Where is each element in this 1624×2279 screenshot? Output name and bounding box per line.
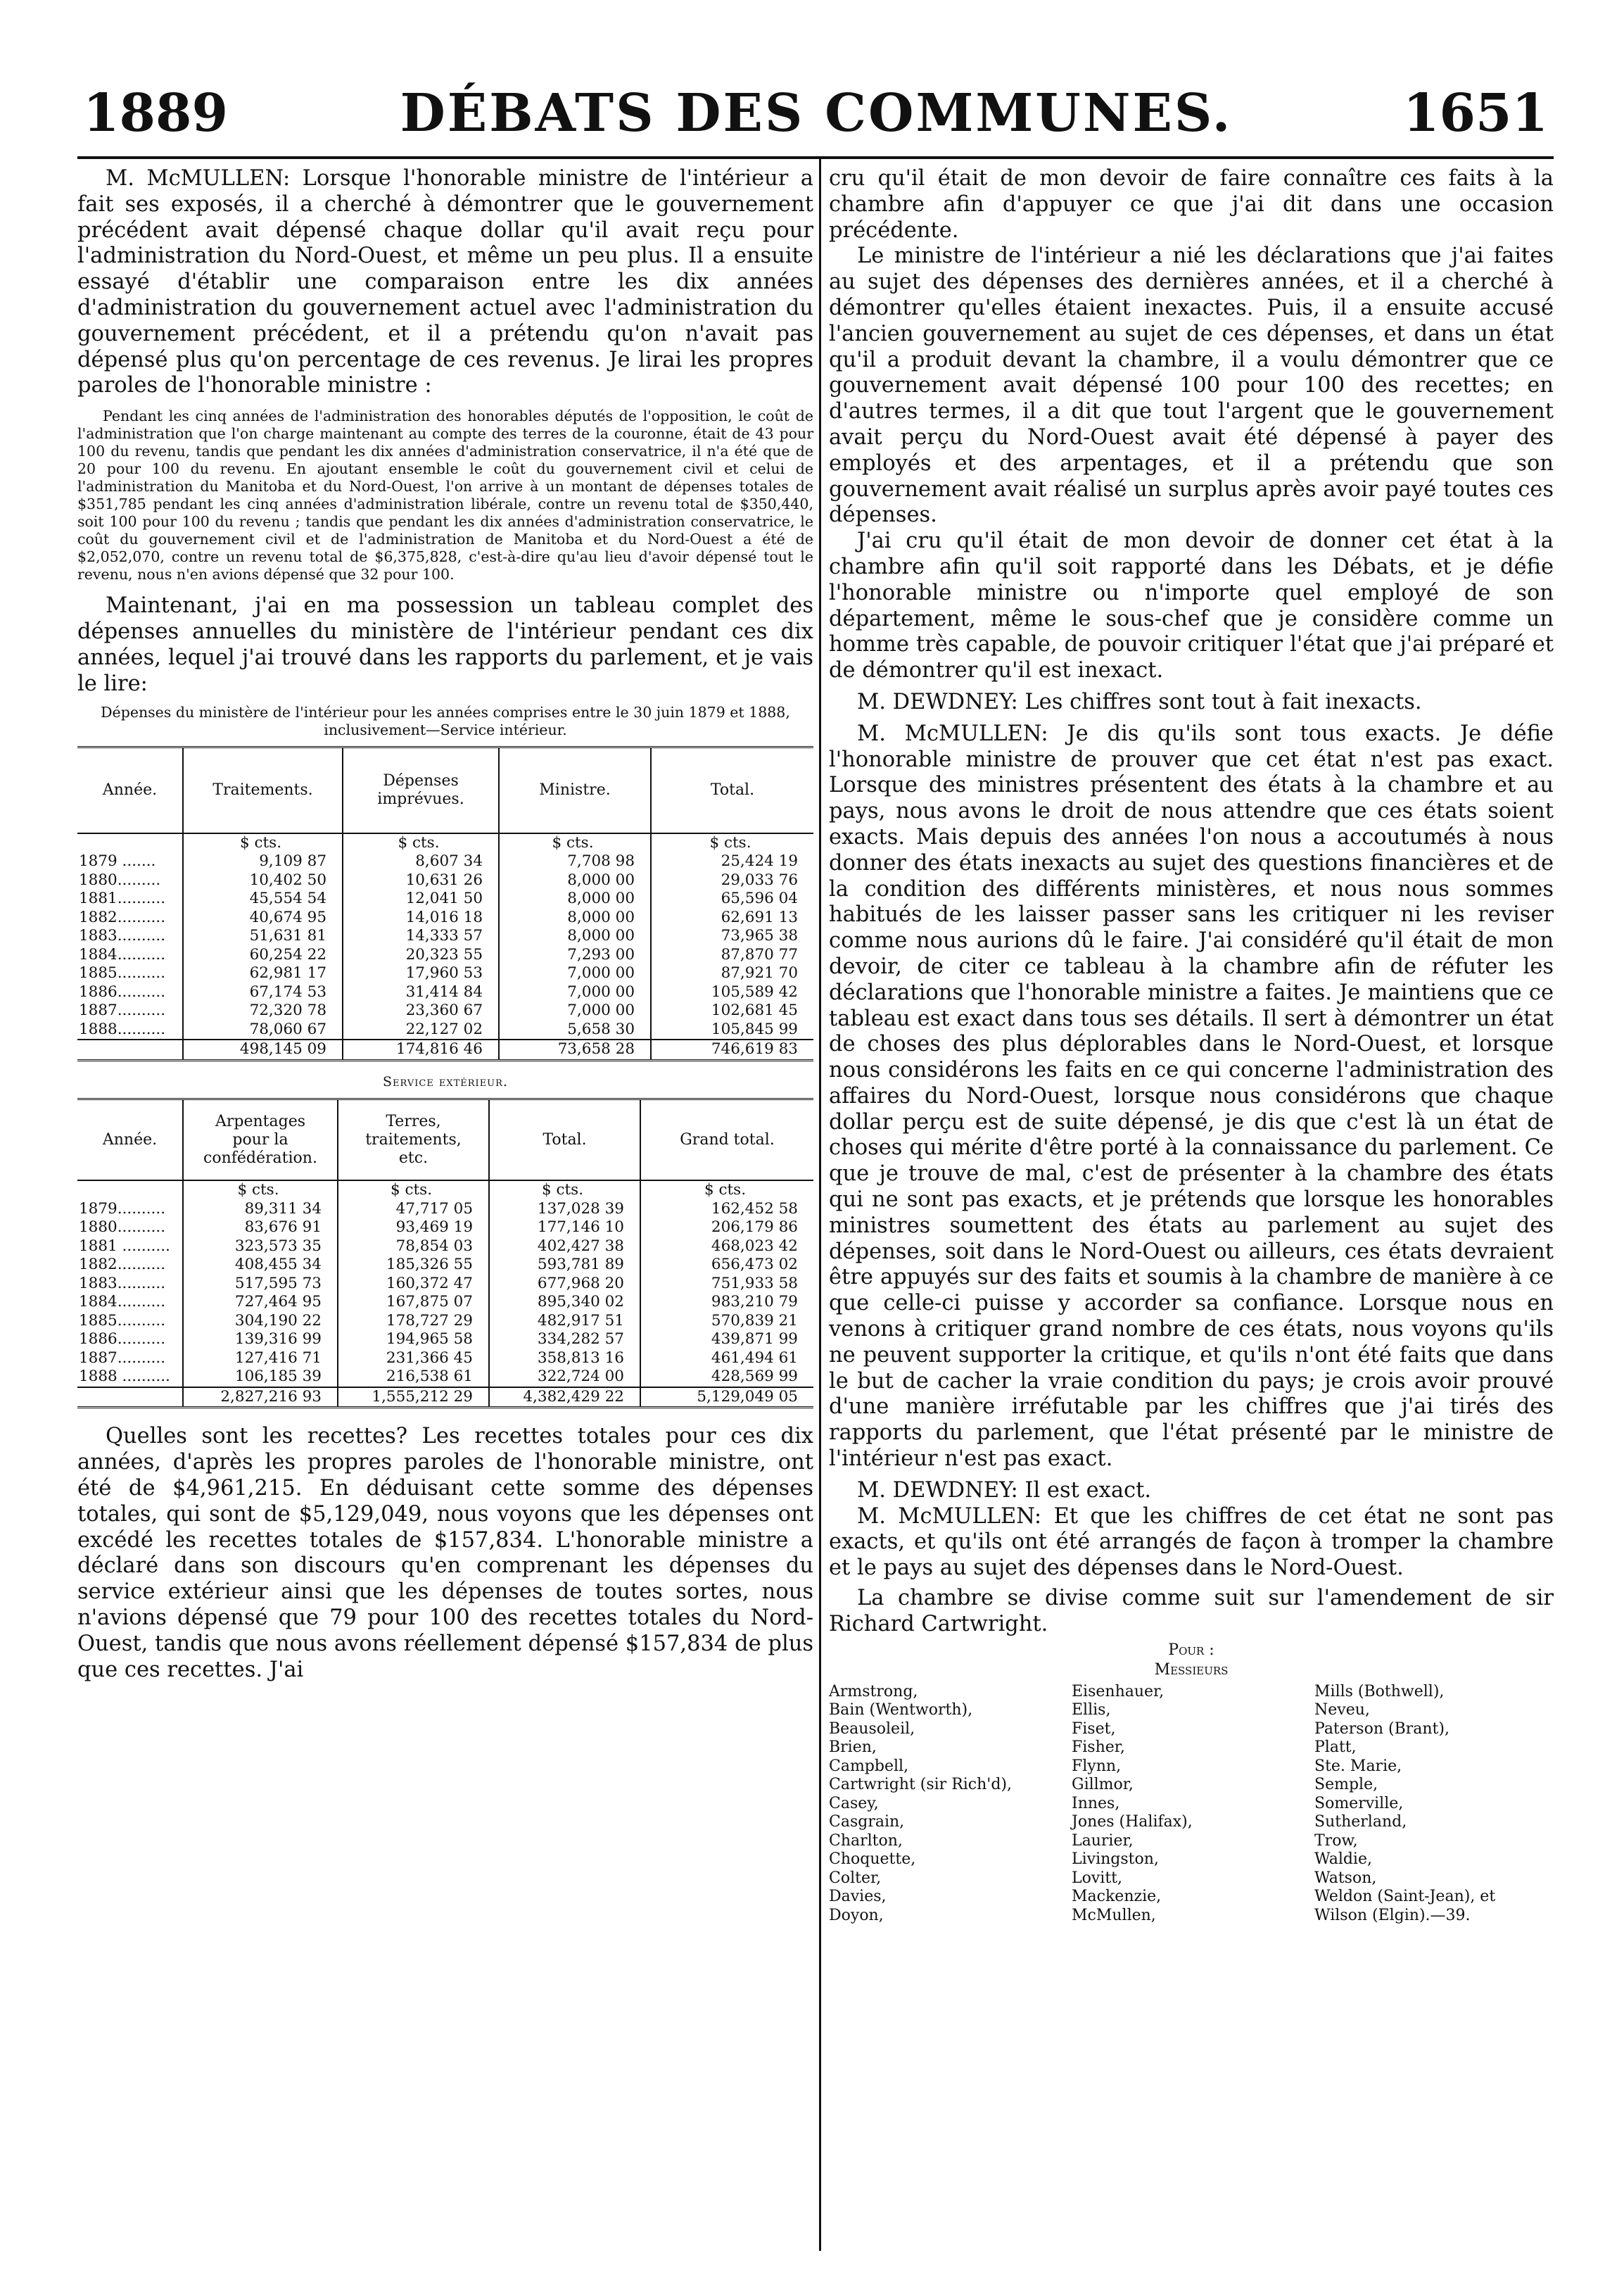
table-row xyxy=(77,1330,813,1349)
amount-cell: 14,016 18 xyxy=(343,909,499,928)
amount-cell: 5,658 30 xyxy=(499,1021,651,1040)
header-rule xyxy=(77,156,1554,159)
year-cell: 1880......... xyxy=(79,871,161,889)
amount-cell: 29,033 76 xyxy=(651,871,813,890)
amount-cell: 83,676 91 xyxy=(183,1218,338,1237)
year-cell: 1886.......... xyxy=(79,1330,166,1349)
amount-cell: 468,023 42 xyxy=(640,1237,813,1256)
amount-cell: 656,473 02 xyxy=(640,1256,813,1275)
member-name: Laurier, xyxy=(1072,1831,1134,1850)
member-name: Colter, xyxy=(829,1869,882,1887)
table-row xyxy=(77,1218,813,1237)
amount-cell: 139,316 99 xyxy=(183,1330,338,1349)
table-row xyxy=(77,964,813,983)
amount-cell: 23,360 67 xyxy=(343,1002,499,1021)
member-name: Weldon (Saint-Jean), et xyxy=(1314,1888,1496,1906)
member-name: McMullen, xyxy=(1072,1906,1156,1924)
table-total-row xyxy=(77,1040,813,1060)
member-name: Ste. Marie, xyxy=(1314,1757,1402,1775)
member-name: Waldie, xyxy=(1314,1850,1372,1869)
member-name: Brien, xyxy=(829,1738,877,1757)
amount-cell: 10,631 26 xyxy=(343,871,499,890)
unit-label: $ cts. xyxy=(183,1180,338,1200)
table-total-row xyxy=(77,1387,813,1408)
amount-cell: 8,000 00 xyxy=(499,871,651,890)
amount-cell: 7,293 00 xyxy=(499,946,651,965)
unit-label: $ cts. xyxy=(651,833,813,853)
amount-cell: 358,813 16 xyxy=(489,1349,640,1368)
amount-cell: 231,366 45 xyxy=(338,1349,489,1368)
table-row xyxy=(77,1200,813,1219)
member-name: Charlton, xyxy=(829,1831,903,1850)
amount-cell: 304,190 22 xyxy=(183,1312,338,1331)
speech-continuation: cru qu'il était de mon devoir de faire connaître ces faits à la chambre afin d'appuyer ce que j'ai dit dans une occasion précédente. xyxy=(829,166,1554,243)
amount-cell: 593,781 89 xyxy=(489,1256,640,1275)
amount-cell: 89,311 34 xyxy=(183,1200,338,1219)
amount-cell: 194,965 58 xyxy=(338,1330,489,1349)
header-page-number: 1651 xyxy=(1403,83,1548,144)
amount-cell: 677,968 20 xyxy=(489,1275,640,1294)
amount-cell: 402,427 38 xyxy=(489,1237,640,1256)
page-header xyxy=(77,70,1555,148)
amount-cell: 45,554 54 xyxy=(183,890,343,909)
left-column xyxy=(77,166,813,1683)
total-cell: 1,555,212 29 xyxy=(338,1387,489,1408)
speech-paragraph: Le ministre de l'intérieur a nié les déclarations que j'ai faites au sujet des dépenses des dernières années, et il a cherché à démontrer qu'elles étaient inexactes. Puis, il a ensuite accusé l'ancien gouvernement au sujet de ces dépenses, et dans un état qu'il a produit devant la chambre, il a voulu démontrer que ce gouvernement avait dépensé 100 pour 100 des recettes; en d'autres termes, il a dit que tout l'argent que le gouvernement avait perçu du Nord-Ouest avait été dépensé à payer des employés et des arpentages, et il a prétendu que son gouvernement avait réalisé un surplus après avoir payé toutes ces dépenses. xyxy=(829,244,1554,528)
member-name: Wilson (Elgin).—39. xyxy=(1314,1906,1471,1924)
member-name: Jones (Halifax), xyxy=(1072,1813,1193,1831)
amount-cell: 127,416 71 xyxy=(183,1349,338,1368)
amount-cell: 87,870 77 xyxy=(651,946,813,965)
table-row xyxy=(77,890,813,909)
amount-cell: 206,179 86 xyxy=(640,1218,813,1237)
year-cell: 1882.......... xyxy=(79,908,166,926)
member-name: Mills (Bothwell), xyxy=(1314,1682,1445,1700)
amount-cell: 162,452 58 xyxy=(640,1200,813,1219)
table-row xyxy=(77,1293,813,1312)
member-name: Fiset, xyxy=(1072,1719,1116,1738)
amount-cell: 17,960 53 xyxy=(343,964,499,983)
column-header: Terres, traitements, etc. xyxy=(338,1099,489,1180)
header-year: 1889 xyxy=(83,83,228,144)
year-cell: 1885.......... xyxy=(79,964,166,983)
total-cell: 498,145 09 xyxy=(183,1040,343,1060)
table-body xyxy=(77,1200,813,1387)
table-row xyxy=(77,1021,813,1040)
table-row xyxy=(77,1275,813,1294)
member-name: Innes, xyxy=(1072,1794,1120,1812)
year-cell: 1887.......... xyxy=(79,1349,166,1367)
column-header: Traitements. xyxy=(183,747,343,833)
amount-cell: 727,464 95 xyxy=(183,1293,338,1312)
year-cell: 1888 .......... xyxy=(79,1368,170,1386)
amount-cell: 10,402 50 xyxy=(183,871,343,890)
amount-cell: 65,596 04 xyxy=(651,890,813,909)
table-row xyxy=(77,1349,813,1368)
amount-cell: 482,917 51 xyxy=(489,1312,640,1331)
amount-cell: 7,708 98 xyxy=(499,852,651,871)
amount-cell: 106,185 39 xyxy=(183,1368,338,1387)
amount-cell: 62,981 17 xyxy=(183,964,343,983)
member-name: Sutherland, xyxy=(1314,1813,1407,1831)
year-cell: 1882.......... xyxy=(79,1256,166,1274)
member-name: Trow, xyxy=(1314,1831,1358,1850)
member-name: Flynn, xyxy=(1072,1757,1122,1775)
member-name: Beausoleil, xyxy=(829,1719,915,1738)
member-name: Platt, xyxy=(1314,1738,1357,1757)
amount-cell: 40,674 95 xyxy=(183,909,343,928)
member-name: Ellis, xyxy=(1072,1701,1111,1719)
amount-cell: 105,589 42 xyxy=(651,983,813,1002)
total-cell: 746,619 83 xyxy=(651,1040,813,1060)
amount-cell: 105,845 99 xyxy=(651,1021,813,1040)
quoted-minister-statement: Pendant les cinq années de l'administration des honorables députés de l'opposition, le coût de l'administration que l'on charge maintenant au compte des terres de la couronne, était de 43 pour 100 du revenu, tandis que pendant les dix années d'administration conservatrice, il n'a été que de 20 pour 100 du revenu. En ajoutant ensemble le coût du gouvernement civil et celui de l'administration du Manitoba et du Nord-Ouest, l'on arrive à un montant de dépenses totales de $351,785 pendant les cinq années d'administration libérale, contre un revenu total de $350,440, soit 100 pour 100 du revenu ; tandis que pendant les dix années d'administration conservatrice, le coût du gouvernement civil et de l'administration de Manitoba et du Nord-Ouest a été de $2,052,070, contre un revenu total de $6,375,828, c'est-à-dire qu'au lieu d'avoir dépensé tout le revenu, nous n'en avions dépensé que 32 pour 100. xyxy=(77,408,813,583)
amount-cell: 8,000 00 xyxy=(499,909,651,928)
amount-cell: 102,681 45 xyxy=(651,1002,813,1021)
amount-cell: 67,174 53 xyxy=(183,983,343,1002)
table-service-interieur xyxy=(77,746,813,1061)
amount-cell: 14,333 57 xyxy=(343,927,499,946)
member-name: Davies, xyxy=(829,1888,887,1906)
amount-cell: 7,000 00 xyxy=(499,964,651,983)
amount-cell: 983,210 79 xyxy=(640,1293,813,1312)
unit-label: $ cts. xyxy=(640,1180,813,1200)
amount-cell: 461,494 61 xyxy=(640,1349,813,1368)
column-header: Total. xyxy=(489,1099,640,1180)
column-divider xyxy=(819,159,821,2251)
column-header: Dépenses imprévues. xyxy=(343,747,499,833)
table-subcaption: Service extérieur. xyxy=(383,1073,508,1090)
interjection-dewdney: M. DEWDNEY: Il est exact. xyxy=(857,1477,1152,1503)
amount-cell: 51,631 81 xyxy=(183,927,343,946)
amount-cell: 78,060 67 xyxy=(183,1021,343,1040)
column-header: Arpentages pour la confédération. xyxy=(183,1099,338,1180)
amount-cell: 160,372 47 xyxy=(338,1275,489,1294)
speech-mcmullen-1: M. McMULLEN: Lorsque l'honorable ministre de l'intérieur a fait ses exposés, il a cherché à démontrer que le gouvernement précédent avait dépensé chaque dollar qu'il avait reçu pour l'administration du Nord-Ouest, et même un peu plus. Il a ensuite essayé d'établir une comparaison entre les dix années d'administration du gouvernement actuel avec l'administration du gouvernement précédent, et il a prétendu qu'on n'avait pas dépensé plus qu'on percentage de ces revenus. Je lirai les propres paroles de l'honorable ministre : xyxy=(77,166,813,398)
amount-cell: 517,595 73 xyxy=(183,1275,338,1294)
speech-mcmullen-3: Quelles sont les recettes? Les recettes totales pour ces dix années, d'après les propres paroles de l'honorable ministre, ont été de $4,961,215. En déduisant cette somme des dépenses totales, qui sont de $5,129,049, nous voyons que les dépenses ont excédé les recettes totales de $157,834. L'honorable ministre a déclaré dans son discours qu'en comprenant les dépenses du service extérieur ainsi que les dépenses de toutes sortes, nous n'avions dépensé que 79 pour 100 des recettes totales du Nord-Ouest, tandis que nous avons réellement dépensé $157,834 de plus que ces recettes. J'ai xyxy=(77,1424,813,1682)
total-cell: 5,129,049 05 xyxy=(640,1387,813,1408)
amount-cell: 72,320 78 xyxy=(183,1002,343,1021)
column-header: Année. xyxy=(77,1099,183,1180)
vote-subheading: Messieurs xyxy=(1154,1660,1229,1679)
year-cell: 1888.......... xyxy=(79,1020,166,1038)
amount-cell: 62,691 13 xyxy=(651,909,813,928)
member-name: Campbell, xyxy=(829,1757,909,1775)
amount-cell: 439,871 99 xyxy=(640,1330,813,1349)
year-cell: 1879 ....... xyxy=(79,852,156,871)
table-body xyxy=(77,852,813,1040)
table-row xyxy=(77,909,813,928)
table-row xyxy=(77,946,813,965)
total-cell: 2,827,216 93 xyxy=(183,1387,338,1408)
unit-label: $ cts. xyxy=(338,1180,489,1200)
year-cell: 1880.......... xyxy=(79,1218,166,1237)
year-cell: 1884.......... xyxy=(79,945,166,964)
table-row xyxy=(77,1368,813,1387)
table-row xyxy=(77,1237,813,1256)
amount-cell: 216,538 61 xyxy=(338,1368,489,1387)
amount-cell: 93,469 19 xyxy=(338,1218,489,1237)
member-name: Eisenhauer, xyxy=(1072,1682,1165,1700)
member-name: Casey, xyxy=(829,1794,879,1812)
unit-label: $ cts. xyxy=(499,833,651,853)
right-column xyxy=(829,166,1554,1925)
year-cell: 1885.......... xyxy=(79,1311,166,1330)
amount-cell: 22,127 02 xyxy=(343,1021,499,1040)
amount-cell: 31,414 84 xyxy=(343,983,499,1002)
speech-mcmullen-2: Maintenant, j'ai en ma possession un tableau complet des dépenses annuelles du ministère de l'intérieur pendant ces dix années, lequel j'ai trouvé dans les rapports du parlement, et je vais le lire: xyxy=(77,593,813,696)
speech-mcmullen-reply: M. McMULLEN: Je dis qu'ils sont tous exacts. Je défie l'honorable ministre de prouver que cet état n'est pas exact. Lorsque des ministres présentent des états à la chambre et au pays, nous avons le droit de nous attendre que ces états soient exacts. Mais depuis des années l'on nous a accoutumés à nous donner des états inexacts au sujet des questions financières et de la condition des différents ministères, et nous nous sommes habitués de les laisser passer sans les critiquer ni les reviser comme nous aurions dû le faire. J'ai considéré qu'il était de mon devoir, de citer ce tableau à la chambre afin de réfuter les déclarations que l'honorable ministre a faites. Je maintiens que ce tableau est exact dans tous ses détails. Il sert à démontrer un état de choses des plus déplorables dans le Nord-Ouest, et lorsque nous considérons les faits en ce qui concerne l'administration des affaires du Nord-Ouest, lorsque nous considérons que chaque dollar perçu est de suite dépensé, je dis que c'est là un état de choses qui mérite d'être porté à la connaissance du parlement. Ce que je trouve de mal, c'est de présenter à la chambre des états qui ne sont pas exacts, et je prétends que lorsque les honorables ministres soumettent des états au parlement au sujet des dépenses, soit dans le Nord-Ouest ou ailleurs, ces états devraient être appuyés sur des faits et soumis à la chambre de manière à ce que celle-ci puisse y accorder sa confiance. Lorsque nous en venons à critiquer grand nombre de ces états, nous voyons qu'ils ne peuvent supporter la critique, et qu'ils n'ont été faits que dans le but de cacher la vraie condition du pays; je crois avoir prouvé d'une manière irréfutable par les chiffres que j'ai tirés des rapports du parlement, que l'état présenté par le ministre de l'intérieur n'est pas exact. xyxy=(829,721,1554,1472)
amount-cell: 25,424 19 xyxy=(651,852,813,871)
member-name: Livingston, xyxy=(1072,1850,1159,1869)
total-cell: 73,658 28 xyxy=(499,1040,651,1060)
amount-cell: 322,724 00 xyxy=(489,1368,640,1387)
amount-cell: 7,000 00 xyxy=(499,1002,651,1021)
division-announcement: La chambre se divise comme suit sur l'amendement de sir Richard Cartwright. xyxy=(829,1586,1554,1636)
vote-heading: Pour : xyxy=(1168,1641,1214,1659)
member-name: Mackenzie, xyxy=(1072,1888,1162,1906)
year-cell: 1881.......... xyxy=(79,890,166,908)
header-title: DÉBATS DES COMMUNES. xyxy=(400,83,1233,144)
amount-cell: 570,839 21 xyxy=(640,1312,813,1331)
member-name: Choquette, xyxy=(829,1850,916,1869)
vote-column xyxy=(829,1683,1072,1926)
year-cell: 1886.......... xyxy=(79,983,166,1001)
member-name: Semple, xyxy=(1314,1776,1378,1794)
table-row xyxy=(77,852,813,871)
column-header: Total. xyxy=(651,747,813,833)
table-row xyxy=(77,1256,813,1275)
amount-cell: 87,921 70 xyxy=(651,964,813,983)
year-cell: 1881 .......... xyxy=(79,1237,170,1255)
amount-cell: 73,965 38 xyxy=(651,927,813,946)
amount-cell: 7,000 00 xyxy=(499,983,651,1002)
table-service-exterieur xyxy=(77,1098,813,1409)
speech-paragraph: J'ai cru qu'il était de mon devoir de donner cet état à la chambre afin qu'il soit rapporté dans les Débats, et je défie l'honorable ministre ou n'importe quel employé de son département, même le sous-chef que je considère comme un homme très capable, de pouvoir critiquer l'état que j'ai préparé et de démontrer qu'il est inexact. xyxy=(829,529,1554,683)
amount-cell: 47,717 05 xyxy=(338,1200,489,1219)
member-name: Bain (Wentworth), xyxy=(829,1701,973,1719)
table-row xyxy=(77,871,813,890)
total-cell: 4,382,429 22 xyxy=(489,1387,640,1408)
member-name: Fisher, xyxy=(1072,1738,1125,1757)
amount-cell: 8,607 34 xyxy=(343,852,499,871)
amount-cell: 334,282 57 xyxy=(489,1330,640,1349)
amount-cell: 78,854 03 xyxy=(338,1237,489,1256)
vote-list xyxy=(829,1683,1554,1926)
member-name: Doyon, xyxy=(829,1906,884,1924)
amount-cell: 428,569 99 xyxy=(640,1368,813,1387)
vote-column xyxy=(1072,1683,1314,1926)
member-name: Paterson (Brant), xyxy=(1314,1719,1449,1738)
column-header: Ministre. xyxy=(499,747,651,833)
amount-cell: 408,455 34 xyxy=(183,1256,338,1275)
unit-label: $ cts. xyxy=(343,833,499,853)
member-name: Watson, xyxy=(1314,1869,1377,1887)
total-cell: 174,816 46 xyxy=(343,1040,499,1060)
amount-cell: 185,326 55 xyxy=(338,1256,489,1275)
table-row xyxy=(77,983,813,1002)
table-row xyxy=(77,927,813,946)
member-name: Armstrong, xyxy=(829,1682,918,1700)
table-row xyxy=(77,1002,813,1021)
column-header: Année. xyxy=(77,747,183,833)
table-caption: Dépenses du ministère de l'intérieur pour les années comprises entre le 30 juin 1879 et 1888, inclusivement—Service intérieur. xyxy=(101,704,790,739)
amount-cell: 8,000 00 xyxy=(499,927,651,946)
column-header: Grand total. xyxy=(640,1099,813,1180)
member-name: Neveu, xyxy=(1314,1701,1370,1719)
unit-label: $ cts. xyxy=(489,1180,640,1200)
amount-cell: 167,875 07 xyxy=(338,1293,489,1312)
year-cell: 1883.......... xyxy=(79,1274,166,1292)
unit-label: $ cts. xyxy=(183,833,343,853)
year-cell: 1884.......... xyxy=(79,1293,166,1311)
vote-column xyxy=(1314,1683,1554,1926)
amount-cell: 751,933 58 xyxy=(640,1275,813,1294)
amount-cell: 895,340 02 xyxy=(489,1293,640,1312)
member-name: Lovitt, xyxy=(1072,1869,1122,1887)
amount-cell: 12,041 50 xyxy=(343,890,499,909)
amount-cell: 8,000 00 xyxy=(499,890,651,909)
amount-cell: 20,323 55 xyxy=(343,946,499,965)
amount-cell: 178,727 29 xyxy=(338,1312,489,1331)
amount-cell: 9,109 87 xyxy=(183,852,343,871)
member-name: Cartwright (sir Rich'd), xyxy=(829,1776,1012,1794)
year-cell: 1887.......... xyxy=(79,1002,166,1020)
member-name: Casgrain, xyxy=(829,1813,905,1831)
table-row xyxy=(77,1312,813,1331)
interjection-dewdney: M. DEWDNEY: Les chiffres sont tout à fait inexacts. xyxy=(857,689,1422,714)
speech-mcmullen-reply: M. McMULLEN: Et que les chiffres de cet état ne sont pas exacts, et qu'ils ont été arrangés de façon à tromper la chambre et le pays au sujet des dépenses dans le Nord-Ouest. xyxy=(829,1503,1554,1581)
amount-cell: 60,254 22 xyxy=(183,946,343,965)
year-cell: 1879.......... xyxy=(79,1199,166,1218)
amount-cell: 137,028 39 xyxy=(489,1200,640,1219)
member-name: Somerville, xyxy=(1314,1794,1404,1812)
year-cell: 1883.......... xyxy=(79,927,166,945)
amount-cell: 323,573 35 xyxy=(183,1237,338,1256)
member-name: Gillmor, xyxy=(1072,1776,1134,1794)
amount-cell: 177,146 10 xyxy=(489,1218,640,1237)
